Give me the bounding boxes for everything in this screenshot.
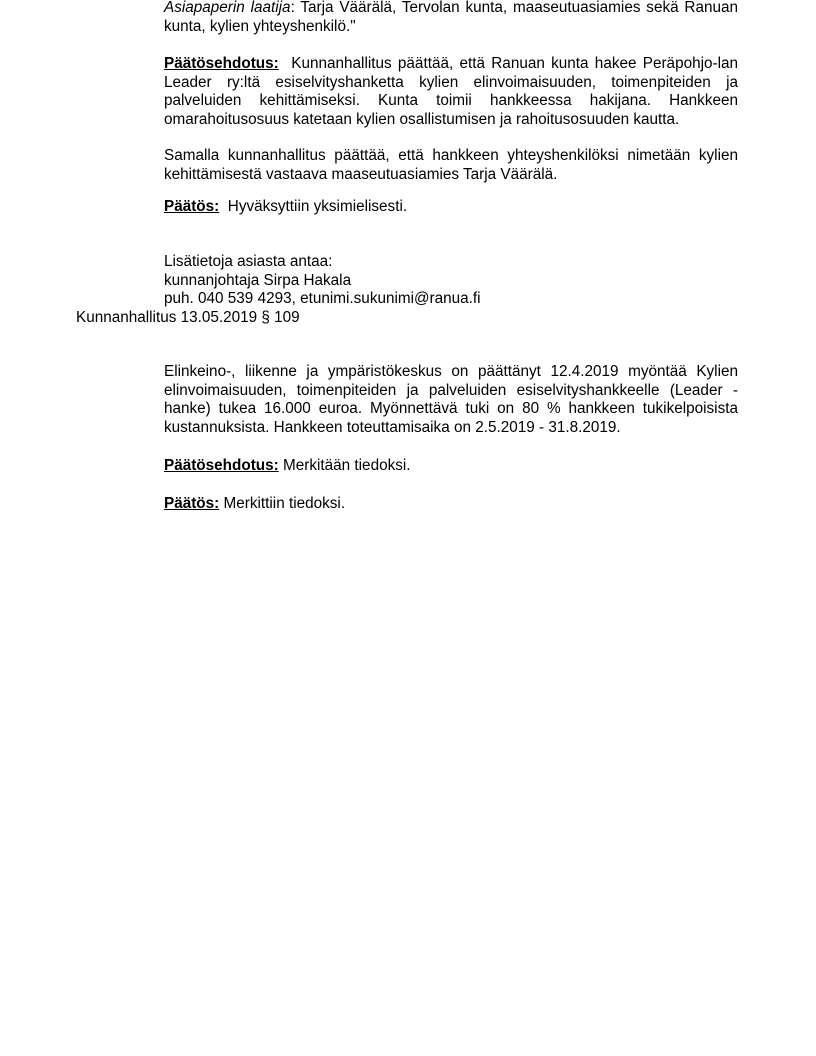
contact-appointment-paragraph <box>164 147 738 184</box>
proposal-text: Kunnanhallitus päättää, että Ranuan kunta hakee Peräpohjo-lan Leader ry:ltä esiselvityshanketta kylien elinvoimaisuuden, toimenpiteiden ja palveluiden kehittämiseksi. Kunta toimii hankkeessa hakijana. Hankkeen omarahoitusosuus katetaan kylien osallistumisen ja rahoitusosuuden kautta. <box>164 55 739 128</box>
contact-details: puh. 040 539 4293, etunimi.sukunimi@ranua.fi <box>164 290 481 308</box>
decision-paragraph-2 <box>164 495 738 514</box>
proposal-paragraph-2 <box>164 457 738 476</box>
author-paragraph <box>164 0 738 36</box>
body-paragraph <box>164 363 738 437</box>
decision-label: Päätös: <box>164 198 220 215</box>
decision-paragraph <box>164 198 738 217</box>
proposal-paragraph <box>164 55 738 129</box>
body-text: Elinkeino-, liikenne ja ympäristökeskus on päättänyt 12.4.2019 myöntää Kylien elinvoimaisuuden, toimenpiteiden ja palveluiden esiselvityshankkeelle (Leader -hanke) tukea 16.000 euroa. Myönnettävä tuki on 80 % hankkeen tukikelpoisista kustannuksista. Hankkeen toteuttamisaika on 2.5.2019 - 31.8.2019. <box>164 363 738 436</box>
author-label: Asiapaperin laatija <box>164 0 291 16</box>
decision-label-2: Päätös: <box>164 495 220 512</box>
contact-appointment-text: Samalla kunnanhallitus päättää, että hankkeen yhteyshenkilöksi nimetään kylien kehittämisestä vastaava maaseutuasiamies Tarja Väärälä. <box>164 147 738 183</box>
author-text: : Tarja Väärälä, Tervolan kunta, maaseutuasiamies sekä Ranuan kunta, kylien yhteyshenkilö." <box>164 0 739 35</box>
contact-person: kunnanjohtaja Sirpa Hakala <box>164 271 352 289</box>
decision-text: Hyväksyttiin yksimielisesti. <box>227 198 408 215</box>
proposal-label: Päätösehdotus: <box>164 55 279 72</box>
contact-info-heading: Lisätietoja asiasta antaa: <box>164 253 333 270</box>
contact-info <box>164 253 738 309</box>
meeting-heading: Kunnanhallitus 13.05.2019 § 109 <box>76 309 300 326</box>
proposal-text-2: Merkitään tiedoksi. <box>283 457 411 474</box>
proposal-label-2: Päätösehdotus: <box>164 457 279 474</box>
decision-text-2: Merkittiin tiedoksi. <box>223 495 346 512</box>
